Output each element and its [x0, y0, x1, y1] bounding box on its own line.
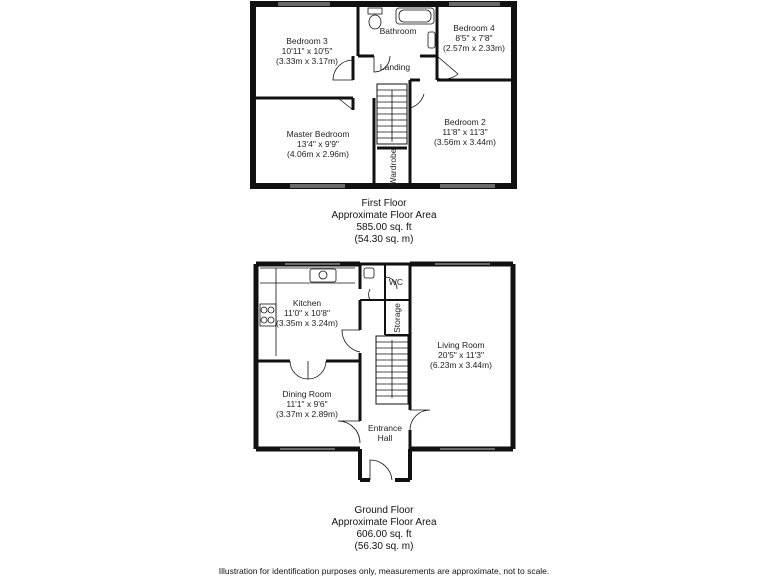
room-dimensions-metric: (3.37m x 2.89m) — [276, 409, 338, 419]
room-name: WC — [388, 277, 404, 287]
floor-area-sqm: (54.30 sq. m) — [354, 234, 414, 245]
room-storage — [392, 303, 402, 333]
room-name: Entrance — [367, 423, 403, 433]
room-dimensions-imperial: 11'1" x 9'6" — [286, 399, 328, 409]
room-name: Bedroom 4 — [453, 23, 495, 33]
room-name: Bathroom — [379, 26, 417, 36]
floor-area-label: Approximate Floor Area — [331, 517, 437, 528]
room-name: Storage — [392, 303, 402, 333]
floor-area-sqft: 585.00 sq. ft — [356, 222, 412, 233]
room-name: Kitchen — [292, 298, 322, 308]
ground-floor-caption — [331, 505, 436, 552]
disclaimer-text: Illustration for identification purposes only, measurements are approximate, not to scale. — [218, 566, 550, 576]
floor-title: Ground Floor — [354, 505, 414, 516]
room-dimensions-metric: (3.35m x 3.24m) — [276, 318, 338, 328]
room-landing — [380, 62, 411, 72]
room-wc — [389, 277, 403, 287]
room-dimensions-metric: (2.57m x 2.33m) — [443, 43, 505, 53]
room-kitchen — [276, 298, 338, 328]
floor-area-label: Approximate Floor Area — [331, 210, 437, 221]
room-entrance-hall — [368, 423, 402, 443]
floor-area-sqm: (56.30 sq. m) — [354, 541, 414, 552]
ground-floor-plan — [256, 263, 513, 480]
first-floor-caption — [331, 198, 436, 245]
room-wardrobe — [388, 148, 398, 185]
room-dining-room — [276, 389, 338, 419]
room-living-room — [430, 340, 492, 370]
room-dimensions-imperial: 13'4" x 9'9" — [297, 139, 339, 149]
room-name: Landing — [379, 62, 411, 72]
room-name: Bedroom 2 — [444, 117, 486, 127]
room-name-line2: Hall — [377, 433, 393, 443]
room-dimensions-metric: (6.23m x 3.44m) — [430, 360, 492, 370]
room-dimensions-imperial: 8'5" x 7'8" — [455, 33, 493, 43]
room-dimensions-imperial: 11'8" x 11'3" — [442, 127, 488, 137]
room-name: Dining Room — [282, 389, 332, 399]
room-name: Master Bedroom — [286, 129, 350, 139]
room-name: Wardrobe — [388, 148, 398, 186]
room-master-bedroom — [287, 129, 350, 159]
room-bedroom3 — [276, 36, 338, 66]
room-dimensions-imperial: 11'0" x 10'8" — [284, 308, 330, 318]
room-bathroom — [380, 26, 417, 36]
floor-title: First Floor — [361, 198, 407, 209]
room-dimensions-metric: (3.33m x 3.17m) — [276, 56, 338, 66]
room-dimensions-metric: (3.56m x 3.44m) — [434, 137, 496, 147]
room-name: Living Room — [437, 340, 485, 350]
room-dimensions-imperial: 10'11" x 10'5" — [281, 46, 333, 56]
room-bedroom2 — [434, 117, 496, 147]
room-dimensions-metric: (4.06m x 2.96m) — [287, 149, 349, 159]
floor-area-sqft: 606.00 sq. ft — [356, 529, 412, 540]
room-dimensions-imperial: 20'5" x 11'3" — [438, 350, 484, 360]
room-name: Bedroom 3 — [286, 36, 328, 46]
room-bedroom4 — [443, 23, 505, 53]
